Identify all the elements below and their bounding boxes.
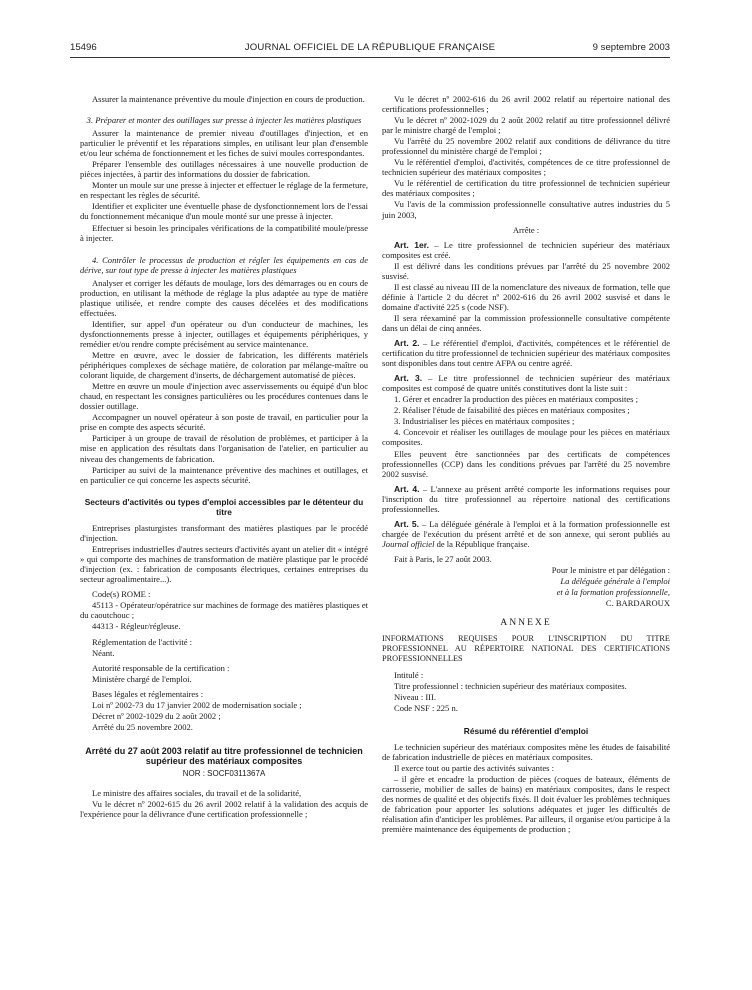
paragraph: Le technicien supérieur des matériaux composites mène les études de faisabilité de fabrication industrielle de pièces en matériaux composites. [382,741,670,762]
paragraph: Elles peuvent être sanctionnées par des certificats de compétences professionnelles (CCP) dans les conditions prévues par l'arrêté du 25 novembre 2002 susvisé. [382,448,670,479]
code-nsf: Code NSF : 225 n. [394,703,458,714]
visa-paragraph: Vu l'arrêté du 25 novembre 2002 relatif aux conditions de délivrance du titre professionnel du ministère chargé de l'emploi ; [382,136,670,157]
visa-paragraph: Vu le décret nº 2002-616 du 26 avril 2002 relatif au répertoire national des certifications professionnelles ; [382,94,670,115]
authority-value: Ministère chargé de l'emploi. [92,673,192,684]
paragraph: Il est délivré dans les conditions prévues par l'arrêté du 25 novembre 2002 susvisé. [382,260,670,281]
article-label: Art. 4. [394,483,420,494]
article-label: Art. 2. [394,338,420,349]
right-column [382,94,670,835]
list-item: 1. Gérer et encadrer la production des pièces en matériaux composites ; [394,394,638,405]
paragraph: Le ministre des affaires sociales, du travail et de la solidarité, [92,788,302,799]
signature-line: Pour le ministre et par délégation : [551,564,670,575]
regulation-value: Néant. [92,647,115,658]
intitule-value: Titre professionnel : technicien supérieur des matériaux composites. [394,681,627,692]
paragraph: Assurer la maintenance préventive du moule d'injection en cours de production. [92,94,365,104]
legal-basis-item: Décret nº 2002-1029 du 2 août 2002 ; [92,710,221,721]
article-text: – Le référentiel d'emploi, d'activités, compétences et le référentiel de certification du titre professionnel de technicien supérieur des matériaux composites sont disponibles dans tout centre AFPA ou centre agréé. [382,338,671,369]
signature-title: La déléguée générale à l'emploi [560,576,670,587]
visa-paragraph: Vu le référentiel d'emploi, d'activités, compétences de ce titre professionnel de technicien supérieur des matériaux composites ; [382,157,670,178]
article-label: Art. 1er. [394,239,429,250]
visa-paragraph: Vu le décret nº 2002-1029 du 2 août 2002 relatif au titre professionnel délivré par le ministre chargé de l'emploi ; [382,115,670,136]
annexe-heading: ANNEXE [500,617,552,629]
paragraph: Participer au suivi de la maintenance préventive des machines et outillages, et en particulier ce qui concerne les aspects sécurité. [80,464,368,485]
list-item: 3. Industrialiser les pièces en matériaux composites ; [394,416,575,427]
left-column [80,94,368,820]
article-text: – L'annexe au présent arrêté comporte les informations requises pour l'inscription du titre professionnel au répertoire national des certifications professionnelles. [382,483,670,514]
legal-basis-item: Arrêté du 25 novembre 2002. [92,721,193,732]
legal-basis-item: Loi nº 2002-73 du 17 janvier 2002 de modernisation sociale ; [92,699,302,710]
arrete-heading: Arrête : [512,224,540,235]
nor-reference: NOR : SOCF0311367A [182,769,266,779]
rome-item: 45113 - Opérateur/opératrice sur machines de formage des matières plastiques et du caoutchouc ; [80,600,368,621]
paragraph: Effectuer si besoin les principales vérifications de la compatibilité moule/presse à injecter. [80,222,368,243]
list-item: 2. Réaliser l'étude de faisabilité des pièces en matériaux composites ; [394,405,630,416]
paragraph: Accompagner un nouvel opérateur à son poste de travail, en particulier pour la prise en compte des aspects sécurité. [80,412,368,433]
regulation-label: Réglementation de l'activité : [92,636,193,647]
paragraph: – il gère et encadre la production de pièces (coques de bateaux, éléments de carrosserie, mobilier de salles de bains) en matériaux composites, dans le respect des normes de qualité et des objectifs fixés. Il doit évaluer les problèmes techniques de fabrication pour apporter les solutions adéquates et juger les difficultés de réalisation afin d'anticiper les problèmes. Par ailleurs, il organise et/ou participe à la première maintenance des équipements de production ; [382,773,670,835]
paragraph: Entreprises plasturgistes transformant des matières plastiques par le procédé d'injection. [80,523,368,544]
article-4 [382,484,670,514]
authority-label: Autorité responsable de la certification : [92,662,230,673]
signature-title: et à la formation professionnelle, [556,587,670,598]
rome-item: 44313 - Régleur/régleuse. [92,621,181,632]
annexe-subheading: INFORMATIONS REQUISES POUR L'INSCRIPTION DU TITRE PROFESSIONNEL AU RÉPERTOIRE NATIONAL DES CERTIFICATIONS PROFESSIONNELLES [382,634,670,664]
article-text: – Le titre professionnel de technicien supérieur des matériaux composites est composé de quatre unités constitutives dont la liste suit : [382,373,670,394]
page-number: 15496 [70,42,97,53]
paragraph: Vu le décret nº 2002-615 du 26 avril 2002 relatif à la validation des acquis de l'expérience pour la délivrance d'une certification professionnelle ; [80,799,368,820]
paragraph: Mettre en œuvre, avec le dossier de fabrication, les différents matériels périphériques complexes de séchage matière, de coloration par mélange-maître ou colorant liquide, de chargement d'inserts, de déchargement automatisé de pièces. [80,350,368,381]
article-2 [382,338,670,368]
signature-place-date: Fait à Paris, le 27 août 2003. [394,553,492,564]
signature-line [382,576,670,586]
paragraph: Préparer l'ensemble des outillages nécessaires à une nouvelle production de pièces injectées, à partir des informations du dossier de fabrication. [80,159,368,180]
journal-title: JOURNAL OFFICIEL DE LA RÉPUBLIQUE FRANÇAISE [244,42,496,53]
niveau: Niveau : III. [394,692,437,703]
article-5 [382,519,670,549]
issue-date: 9 septembre 2003 [592,42,670,53]
section-4-title: 4. Contrôler le processus de production et régler les équipements en cas de dérive, sur tout type de presse à injecter les matières plastiques [80,254,368,275]
paragraph: Identifier et expliciter une éventuelle phase de dysfonctionnement lors de l'essai du fonctionnement mécanique d'un moule monté sur une presse à injecter. [80,201,368,222]
visa-paragraph: Vu l'avis de la commission professionnelle consultative autres industries du 5 juin 2003, [382,199,670,220]
intitule-label: Intitulé : [394,670,424,681]
article-text: – La déléguée générale à l'emploi et à la formation professionnelle est chargée de l'exécution du présent arrêté et de son annexe, qui seront publiés au [382,518,670,539]
section-3-title: 3. Préparer et monter des outillages sur presse à injecter les matières plastiques [86,115,362,126]
page-header [70,42,670,56]
legal-bases-label: Bases légales et réglementaires : [92,688,204,699]
article-text: de la République française. [434,538,530,549]
signature-line [382,587,670,597]
paragraph: Mettre en œuvre un moule d'injection avec asservissements ou équipé d'un bloc chaud, en respectant les consignes particulières ou les procédures contenues dans le dossier outillage. [80,381,368,412]
list-item: 4. Concevoir et réaliser les outillages de moulage pour les pièces en matériaux composites. [382,427,670,448]
paragraph: Il sera réexaminé par la commission professionnelle consultative compétente dans un délai de cinq années. [382,312,670,333]
resume-title: Résumé du référentiel d'emploi [463,725,589,736]
paragraph: Assurer la maintenance de premier niveau d'outillages d'injection, et en particulier le préventif et les réparations simples, en utilisant leur plan d'ensemble et/ou leur schéma de fonctionnement et les fiches de suivi moules correspondantes. [80,128,368,159]
paragraph: Entreprises industrielles d'autres secteurs d'activités ayant un atelier dit « intégré » qui comporte des machines de transformation de matière plastique par le procédé d'injection (ex. : fabrication de composants électriques, certaines entreprises du secteur agroalimentaire...). [80,544,368,585]
sectors-title: Secteurs d'activités ou types d'emploi accessibles par le détenteur du titre [84,496,364,517]
article-label: Art. 3. [394,373,423,384]
paragraph: Participer à un groupe de travail de résolution de problèmes, et participer à la mise en application des résultats dans l'organisation de l'atelier, en particulier au niveau des changements de fabrication. [80,433,368,464]
article-1 [382,240,670,260]
signatory-name: C. BARDAROUX [605,598,670,609]
paragraph: Il est classé au niveau III de la nomenclature des niveaux de formation, telle que définie à l'article 2 du décret nº 2002-616 du 26 avril 2002 susvisé et dans le domaine d'activité 225 s (code NSF). [382,281,670,312]
journal-ref: Journal officiel [382,538,435,549]
visa-paragraph: Vu le référentiel de certification du titre professionnel de technicien supérieur des matériaux composites ; [382,178,670,199]
article-label: Art. 5. [394,518,420,529]
rome-label: Code(s) ROME : [92,589,151,600]
paragraph: Il exerce tout ou partie des activités suivantes : [394,762,554,773]
article-3 [382,373,670,393]
paragraph: Monter un moule sur une presse à injecter et effectuer le réglage de la fermeture, en respectant les règles de sécurité. [80,180,368,201]
paragraph: Analyser et corriger les défauts de moulage, lors des démarrages ou en cours de production, en utilisant la méthode de réglage la plus adaptée au type de matière plastique utilisée, et rendre compte des causes décelées et des modifications effectuées. [80,277,368,318]
header-rule [70,57,670,58]
paragraph: Identifier, sur appel d'un opérateur ou d'un conducteur de machines, les dysfonctionnements presse à injecter, outillages et équipements périphériques, y remédier et/ou rendre compte précisément au service maintenance. [80,318,368,349]
article-text: – Le titre professionnel de technicien supérieur des matériaux composites est créé. [382,239,670,260]
decree-title: Arrêté du 27 août 2003 relatif au titre professionnel de technicien supérieur des matériaux composites [85,745,363,767]
